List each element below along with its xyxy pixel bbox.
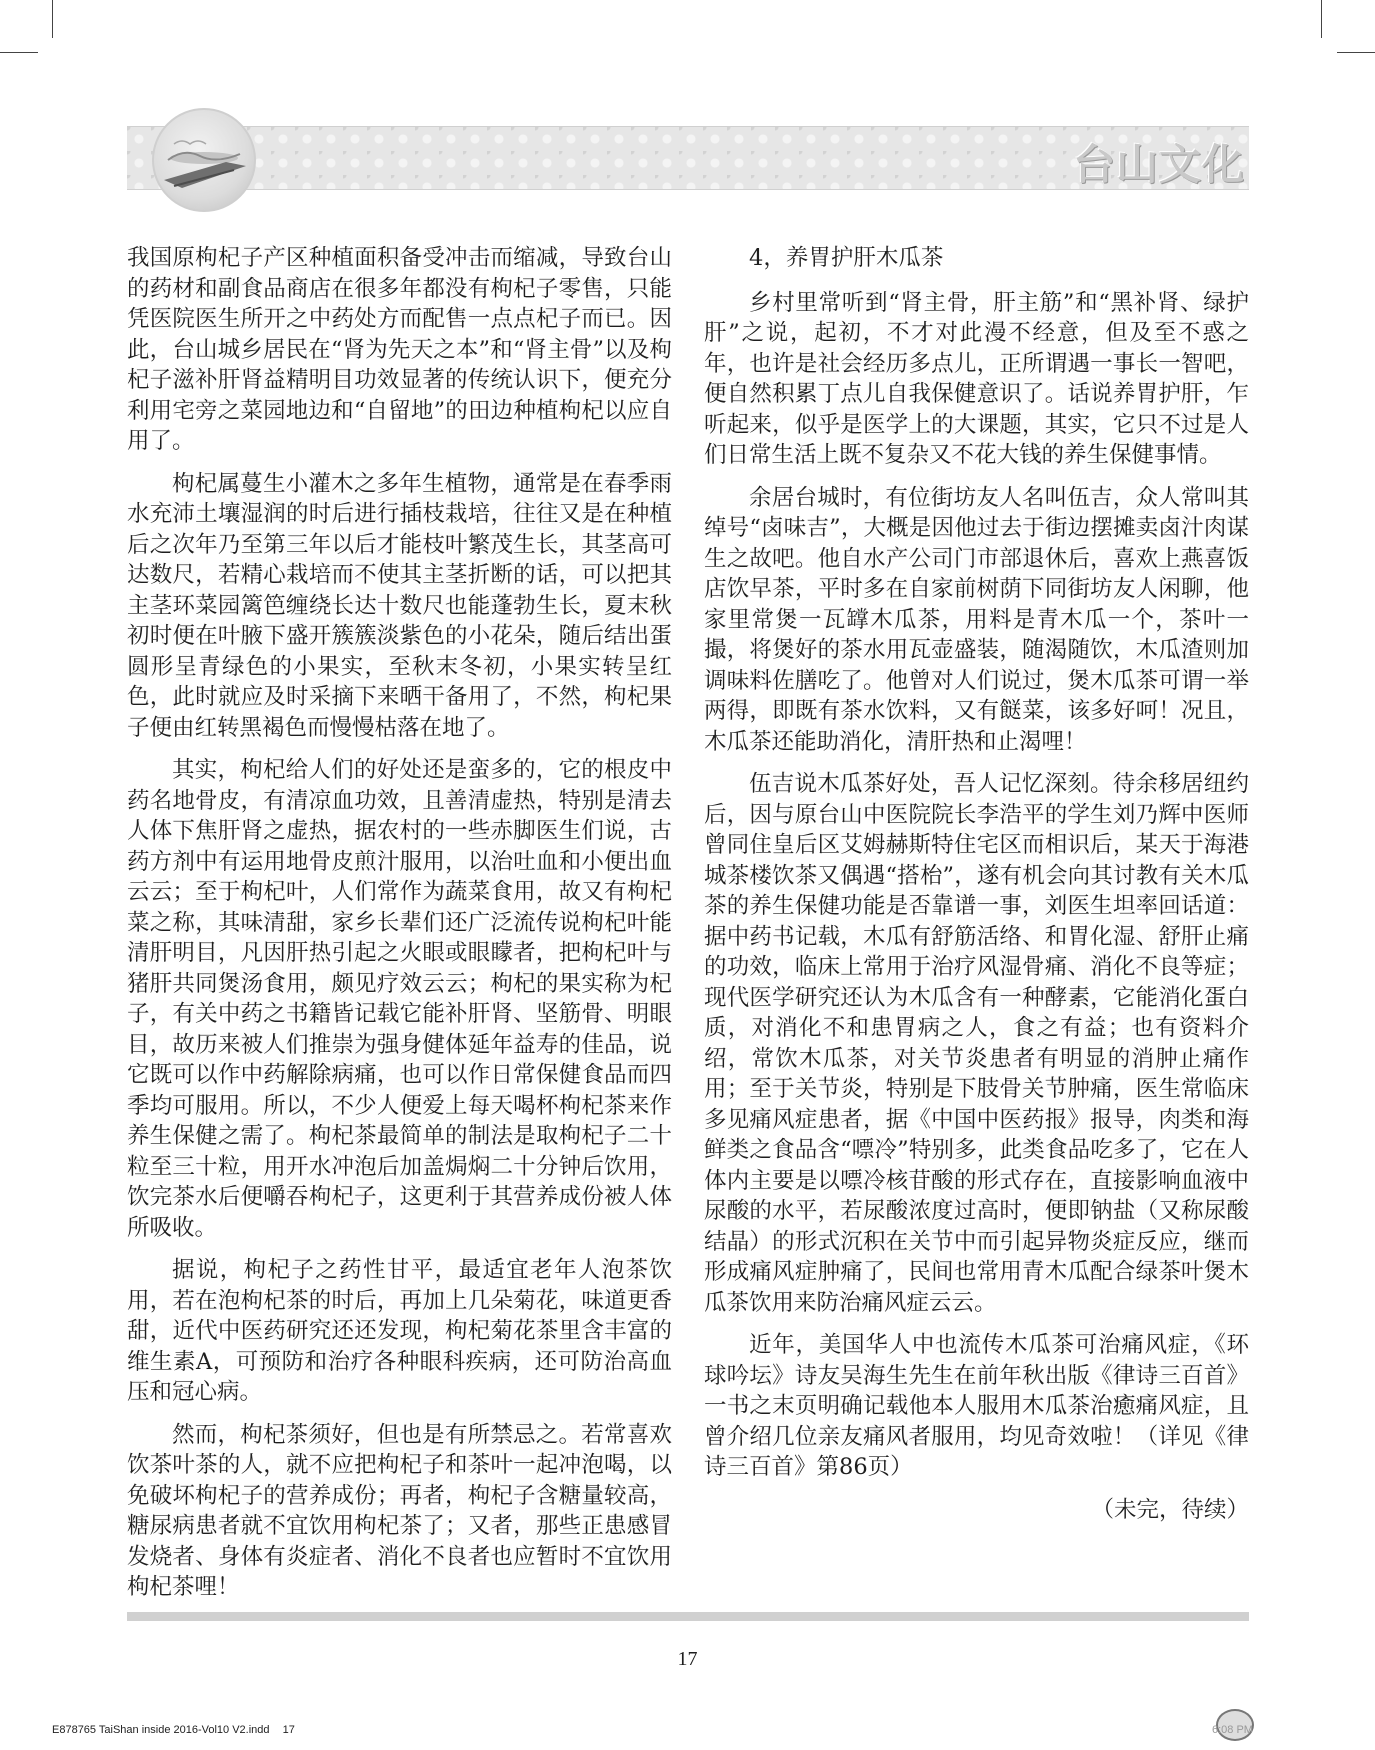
- crop-mark: [0, 52, 38, 53]
- paragraph: 乡村里常听到“肾主骨，肝主筋”和“黑补肾、绿护肝”之说，起初，不才对此漫不经意，但及至不惑之年，也许是社会经历多点儿，正所谓遇一事长一智吧，便自然积累丁点儿自我保健意识了。话说养胃护肝，乍听起来，似乎是医学上的大课题，其实，它只不过是人们日常生活上既不复杂又不花大钱的养生保健事情。: [704, 289, 1249, 468]
- paragraph: 枸杞属蔓生小灌木之多年生植物，通常是在春季雨水充沛土壤湿润的时后进行插枝栽培，往往又是在种植后之次年乃至第三年以后才能枝叶繁茂生长，其茎高可达数尺，若精心栽培而不使其主茎折断的话，可以把其主茎环菜园篱笆缠绕长达十数尺也能蓬勃生长，夏末秋初时便在叶腋下盛开簇簇淡紫色的小花朵，随后结出蛋圆形呈青绿色的小果实，至秋末冬初，小果实转呈红色，此时就应及时采摘下来晒干备用了，不然，枸杞果子便由红转黑褐色而慢慢枯落在地了。: [127, 470, 672, 741]
- paragraph: 近年，美国华人中也流传木瓜茶可治痛风症，《环球吟坛》诗友吴海生先生在前年秋出版《律诗三百首》一书之末页明确记载他本人服用木瓜茶治癒痛风症，且曾介绍几位亲友痛风者服用，均见奇效啦！（详见《律诗三百首》第86页）: [704, 1332, 1249, 1480]
- watermark-time: 6:08 PM: [1212, 1724, 1253, 1736]
- footer-rule: [127, 1612, 1249, 1621]
- crop-mark: [52, 0, 53, 38]
- crop-mark: [1321, 0, 1322, 38]
- slug-page: 17: [282, 1724, 295, 1736]
- paragraph: 然而，枸杞茶须好，但也是有所禁忌之。若常喜欢饮茶叶茶的人，就不应把枸杞子和茶叶一起冲泡喝，以免破坏枸杞子的营养成份；再者，枸杞子含糖量较高，糖尿病患者就不宜饮用枸杞茶了；又者，那些正患感冒发烧者、身体有炎症者、消化不良者也应暂时不宜饮用枸杞茶哩！: [127, 1421, 672, 1600]
- paragraph: 其实，枸杞给人们的好处还是蛮多的，它的根皮中药名地骨皮，有清凉血功效，且善清虚热，特别是清去人体下焦肝肾之虚热，据农村的一些赤脚医生们说，古药方剂中有运用地骨皮煎汁服用，以治吐血和小便出血云云；至于枸杞叶，人们常作为蔬菜食用，故又有枸杞菜之称，其味清甜，家乡长辈们还广泛流传说枸杞叶能清肝明目，凡因肝热引起之火眼或眼矇者，把枸杞叶与猪肝共同煲汤食用，颇见疗效云云；枸杞的果实称为杞子，有关中药之书籍皆记载它能补肝肾、坚筋骨、明眼目，故历来被人们推崇为强身健体延年益寿的佳品，说它既可以作中药解除病痛，也可以作日常保健食品而四季均可服用。所以，不少人便爱上每天喝杯枸杞茶来作养生保健之需了。枸杞茶最简单的制法是取枸杞子二十粒至三十粒，用开水冲泡后加盖焗焖二十分钟后饮用，饮完茶水后便嚼吞枸杞子，这更利于其营养成份被人体所吸收。: [127, 757, 672, 1241]
- paragraph: 我国原枸杞子产区种植面积备受冲击而缩减，导致台山的药材和副食品商店在很多年都没有枸杞子零售，只能凭医院医生所开之中药处方而配售一点点杞子而已。因此，台山城乡居民在“肾为先天之本”和“肾主骨”以及枸杞子滋补肝肾益精明目功效显著的传统认识下，便充分利用宅旁之菜园地边和“自留地”的田边种植枸杞以应自用了。: [127, 245, 672, 454]
- section-title: 台山文化: [1072, 140, 1245, 189]
- to-be-continued: （未完，待续）: [1091, 1496, 1249, 1523]
- page-number: 17: [677, 1648, 698, 1670]
- crop-mark: [1337, 52, 1375, 53]
- landscape-emblem-icon: [152, 108, 256, 212]
- subsection-heading: 4，养胃护肝木瓜茶: [749, 245, 944, 271]
- right-column: [704, 243, 1249, 1537]
- paragraph: 伍吉说木瓜茶好处，吾人记忆深刻。待余移居纽约后，因与原台山中医院院长李浩平的学生刘乃辉中医师曾同住皇后区艾姆赫斯特住宅区而相识后，某天于海港城茶楼饮茶又偶遇“搭枱”，遂有机会向其讨教有关木瓜茶的养生保健功能是否靠谱一事，刘医生坦率回话道：据中药书记载，木瓜有舒筋活络、和胃化湿、舒肝止痛的功效，临床上常用于治疗风湿骨痛、消化不良等症；现代医学研究还认为木瓜含有一种酵素，它能消化蛋白质，对消化不和患胃病之人，食之有益；也有资料介绍，常饮木瓜茶，对关节炎患者有明显的消肿止痛作用；至于关节炎，特别是下肢骨关节肿痛，医生常临床多见痛风症患者，据《中国中医药报》报导，肉类和海鲜类之食品含“嘌冷”特别多，此类食品吃多了，它在人体内主要是以嘌冷核苷酸的形式存在，直接影响血液中尿酸的水平，若尿酸浓度过高时，便即钠盐（又称尿酸结晶）的形式沉积在关节中而引起异物炎症反应，继而形成痛风症肿痛了，民间也常用青木瓜配合绿茶叶煲木瓜茶饮用来防治痛风症云云。: [704, 771, 1249, 1316]
- paragraph: 余居台城时，有位街坊友人名叫伍吉，众人常叫其绰号“卤味吉”，大概是因他过去于街边摆摊卖卤汁肉谋生之故吧。他自水产公司门市部退休后，喜欢上燕喜饭店饮早茶，平时多在自家前树荫下同街坊友人闲聊，他家里常煲一瓦罉木瓜茶，用料是青木瓜一个，茶叶一撮，将煲好的茶水用瓦壶盛装，随渴随饮，木瓜渣则加调味料佐膳吃了。他曾对人们说过，煲木瓜茶可谓一举两得，即既有茶水饮料，又有餸菜，该多好呵！况且，木瓜茶还能助消化，清肝热和止渴哩！: [704, 484, 1249, 755]
- print-slug: [52, 1724, 305, 1736]
- paragraph: 据说，枸杞子之药性甘平，最适宜老年人泡茶饮用，若在泡枸杞茶的时后，再加上几朵菊花，味道更香甜，近代中医药研究还还发现，枸杞菊花茶里含丰富的维生素A，可预防和治疗各种眼科疾病，还可防治高血压和冠心病。: [127, 1257, 672, 1405]
- slug-file: E878765 TaiShan inside 2016-Vol10 V2.indd: [52, 1724, 270, 1736]
- left-column: [127, 243, 672, 1615]
